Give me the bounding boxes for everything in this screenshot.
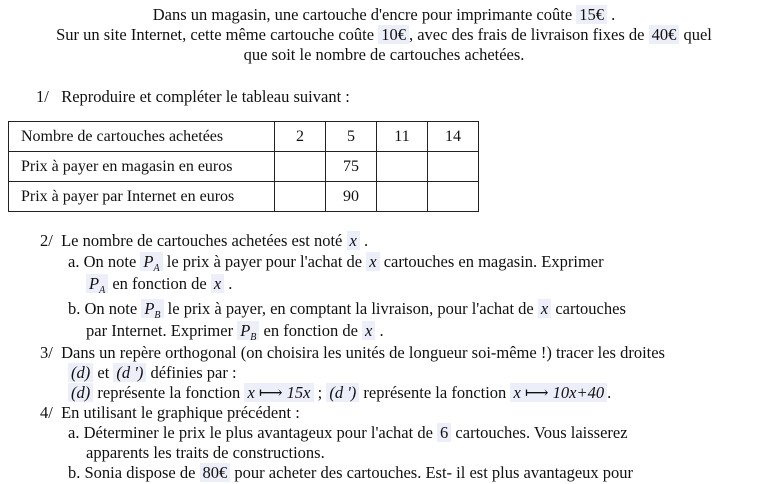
question-text: On note <box>83 252 137 271</box>
math-p: P <box>240 321 251 340</box>
math-x: x <box>513 383 521 402</box>
math-pb <box>237 321 259 343</box>
table-cell: 14 <box>428 122 479 152</box>
row-label: Prix à payer en magasin en euros <box>9 152 275 182</box>
intro-text: Sur un site Internet, cette même cartouche coûte <box>56 25 375 44</box>
question-1 <box>36 87 350 107</box>
maps-to-arrow: ⟼ <box>258 383 283 402</box>
math-d-prime: (d ') <box>113 363 146 382</box>
table-cell: 5 <box>326 122 377 152</box>
question-text: et <box>97 363 110 382</box>
math-pa <box>140 252 162 274</box>
table-cell <box>428 152 479 182</box>
question-3 <box>40 343 665 363</box>
question-text: en fonction de <box>263 321 358 340</box>
intro-text: Dans un magasin, une cartouche d'encre pour imprimante coûte <box>152 5 573 24</box>
question-number: 4/ <box>40 403 53 422</box>
row-label: Prix à payer par Internet en euros <box>9 182 275 212</box>
question-text: le prix à payer pour l'achat de <box>166 252 363 271</box>
web-price: 10€ <box>378 25 409 44</box>
question-text: Déterminer le prix le plus avantageux pour l'achat de <box>83 423 433 442</box>
intro-line-2 <box>0 25 768 45</box>
intro-text: . <box>611 5 616 24</box>
math-expr: 10x+40 <box>552 383 605 402</box>
sub-letter: b. <box>68 299 81 318</box>
table-cell: 75 <box>326 152 377 182</box>
math-pa <box>86 274 108 296</box>
store-price: 15€ <box>576 5 607 24</box>
question-number: 3/ <box>40 343 53 362</box>
question-text: pour acheter des cartouches. Est- il est plus avantageux pour <box>234 463 634 482</box>
budget-amount: 80€ <box>200 463 231 482</box>
question-text: apparents les traits de constructions. <box>86 443 325 462</box>
sub-letter: b. <box>68 463 81 482</box>
question-number: 2/ <box>40 231 53 250</box>
sub-letter: a. <box>68 252 80 271</box>
question-2a-cont <box>86 274 232 301</box>
punctuation: . <box>363 231 369 250</box>
question-text: Reproduire et compléter le tableau suivant : <box>61 87 350 106</box>
table-cell <box>275 182 326 212</box>
question-text: en fonction de <box>112 274 207 293</box>
question-4a-cont <box>86 443 325 463</box>
math-x: x <box>247 383 255 402</box>
question-text: cartouches <box>555 299 626 318</box>
math-d: (d) <box>68 363 93 382</box>
sub-letter: a. <box>68 423 80 442</box>
punctuation: . <box>379 321 384 340</box>
table-row <box>9 182 479 212</box>
math-pb <box>141 299 163 321</box>
table-cell <box>377 182 428 212</box>
math-sub-b: B <box>250 332 257 343</box>
intro-text: quel <box>683 25 712 44</box>
question-text: cartouches en magasin. Exprimer <box>383 252 604 271</box>
question-text: Dans un repère orthogonal (on choisira les unités de longueur soi-même !) tracer les droites <box>61 343 665 362</box>
math-sub-a: A <box>153 263 160 274</box>
math-x: x <box>347 231 360 250</box>
question-4 <box>40 403 300 423</box>
math-function-1 <box>244 383 313 402</box>
intro-text: , avec des frais de livraison fixes de <box>408 25 645 44</box>
math-x: x <box>362 321 375 340</box>
table-cell <box>428 182 479 212</box>
question-2 <box>40 231 368 251</box>
table-row <box>9 122 479 152</box>
table-cell <box>377 152 428 182</box>
question-text: Le nombre de cartouches achetées est noté <box>61 231 343 250</box>
math-function-2 <box>510 383 607 402</box>
question-4a <box>68 423 628 443</box>
question-text: par Internet. Exprimer <box>86 321 234 340</box>
question-3-line2 <box>68 363 237 383</box>
question-number: 1/ <box>36 87 49 106</box>
table-row <box>9 152 479 182</box>
math-p: P <box>144 299 155 318</box>
math-d-prime: (d ') <box>326 383 359 402</box>
math-x: x <box>211 274 224 293</box>
question-text: En utilisant le graphique précédent : <box>61 403 300 422</box>
math-p: P <box>143 252 154 271</box>
math-x: x <box>538 299 551 318</box>
question-text: le prix à payer, en comptant la livraison, pour l'achat de <box>167 299 534 318</box>
table-cell: 11 <box>377 122 428 152</box>
punctuation: . <box>228 274 233 293</box>
row-label: Nombre de cartouches achetées <box>9 122 275 152</box>
math-sub-b: B <box>154 310 161 321</box>
math-sub-a: A <box>99 285 106 296</box>
question-text: représente la fonction <box>97 383 241 402</box>
punctuation: . <box>607 383 612 402</box>
intro-line-1 <box>0 5 768 25</box>
punctuation: ; <box>317 383 323 402</box>
question-3-line3 <box>68 383 611 403</box>
math-d: (d) <box>68 383 93 402</box>
question-text: On note <box>84 299 138 318</box>
math-x: x <box>366 252 379 271</box>
price-table <box>8 121 479 212</box>
math-p: P <box>89 274 100 293</box>
question-text: cartouches. Vous laisserez <box>455 423 628 442</box>
intro-text: que soit le nombre de cartouches achetées. <box>243 45 525 64</box>
shipping-fee: 40€ <box>649 25 680 44</box>
question-4b <box>68 463 633 483</box>
maps-to-arrow: ⟼ <box>524 383 549 402</box>
intro-line-3 <box>0 45 768 65</box>
question-text: représente la fonction <box>363 383 507 402</box>
table-cell: 2 <box>275 122 326 152</box>
math-six: 6 <box>437 423 451 442</box>
table-cell: 90 <box>326 182 377 212</box>
table-cell <box>275 152 326 182</box>
math-expr: 15x <box>286 383 311 402</box>
question-text: définies par : <box>150 363 237 382</box>
question-text: Sonia dispose de <box>84 463 196 482</box>
